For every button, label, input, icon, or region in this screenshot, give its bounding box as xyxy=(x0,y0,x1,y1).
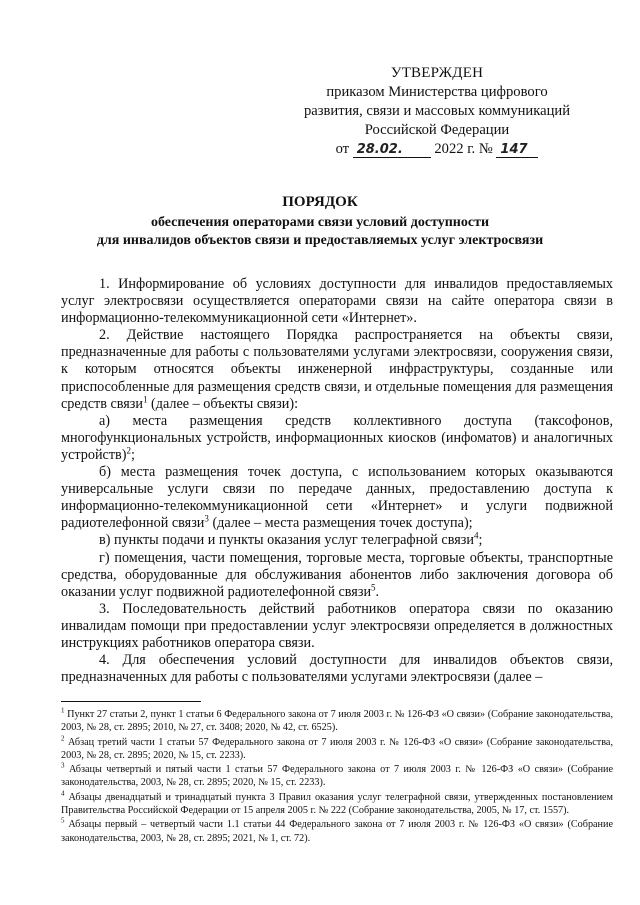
paragraph-2v xyxy=(61,532,613,549)
footnote-1 xyxy=(61,708,613,735)
paragraph-2g xyxy=(61,550,613,601)
footnote-ref-4[interactable]: 4 xyxy=(473,530,479,541)
document-title xyxy=(40,193,600,250)
paragraph-2-text: 2. Действие настоящего Порядка распространяется на объекты связи, предназначенные для работы с пользователями услугами электросвязи, сооружения связи, к которым относятся объекты инженерной инфраструктуры, созданные или приспособленные для размещения средств связи, и отдельные помещения для размещения средств связи xyxy=(61,327,613,412)
footnote-marker: 3 xyxy=(61,761,65,770)
paragraph-2v-tail: ; xyxy=(478,532,483,549)
footnote-3 xyxy=(61,763,613,790)
footnote-text: Пункт 27 статьи 2, пункт 1 статьи 6 Федерального закона от 7 июля 2003 г. № 126-ФЗ «О связи» (Собрание законодательства, 2003, № 28, ст. 2895; 2010, № 27, ст. 3408; 2020, № 42, ст. 6525). xyxy=(61,709,613,734)
footnote-marker: 1 xyxy=(61,706,65,715)
paragraph-3: 3. Последовательность действий работников оператора связи по оказанию инвалидам помощи при предоставлении услуг электросвязи определяется в должностных инструкциях работников оператора связи. xyxy=(61,600,613,651)
approval-line-3: Российской Федерации xyxy=(364,122,510,138)
approval-date-line xyxy=(292,140,582,159)
paragraph-1: 1. Информирование об условиях доступности для инвалидов предоставляемых услуг электросвязи осуществляется операторами связи на сайте оператора связи в информационно-телекоммуникационной сети «Интернет». xyxy=(61,276,613,327)
footnote-marker: 4 xyxy=(61,789,65,798)
paragraph-2b-tail: (далее – места размещения точек доступа); xyxy=(208,515,473,532)
footnotes xyxy=(61,708,613,846)
footnote-ref-1[interactable]: 1 xyxy=(143,393,148,404)
footnote-text: Абзацы первый – четвертый части 1.1 статьи 44 Федерального закона от 7 июля 2003 г. № 126-ФЗ «О связи» (Собрание законодательства, 2003, № 28, ст. 2895; 2021, № 1, ст. 72). xyxy=(61,819,613,844)
approval-line-1: приказом Министерства цифрового xyxy=(326,84,548,100)
paragraph-2 xyxy=(61,327,613,412)
paragraph-2b-text: б) места размещения точек доступа, с использованием которых оказываются универсальные услуги связи по передаче данных, предоставлению доступа к информационно-телекоммуникационной сети «Интернет» и услуги подвижной радиотелефонной связи xyxy=(61,464,613,532)
footnote-ref-3[interactable]: 3 xyxy=(204,513,209,524)
paragraph-2a xyxy=(61,413,613,464)
footnote-2 xyxy=(61,736,613,763)
footnote-ref-2[interactable]: 2 xyxy=(126,445,131,456)
approval-from: от xyxy=(335,141,350,157)
paragraph-2b xyxy=(61,464,613,532)
approval-year-number: 2022 г. № xyxy=(434,141,493,157)
footnote-5 xyxy=(61,818,613,845)
footnote-separator xyxy=(61,701,201,702)
document-body xyxy=(61,276,613,686)
paragraph-4: 4. Для обеспечения условий доступности для инвалидов объектов связи, предназначенных для работы с пользователями услугами электросвязи (далее – xyxy=(61,652,613,686)
title-main: ПОРЯДОК xyxy=(282,194,358,210)
approval-heading: УТВЕРЖДЕН xyxy=(390,65,484,81)
footnote-text: Абзацы четвертый и пятый части 1 статьи 57 Федерального закона от 7 июля 2003 г. № 126-ФЗ «О связи» (Собрание законодательства, 2003, № 28, ст. 2895; 2020, № 15, ст. 2233). xyxy=(61,764,613,789)
paragraph-2g-text: г) помещения, части помещения, торговые места, торговые объекты, транспортные средства, оборудованные для обслуживания абонентов либо заключения договора об оказании услуг подвижной радиотелефонной связи xyxy=(61,549,613,600)
footnote-text: Абзац третий части 1 статьи 57 Федерального закона от 7 июля 2003 г. № 126-ФЗ «О связи» (Собрание законодательства, 2003, № 28, ст. 2895; 2020, № 15, ст. 2233). xyxy=(61,736,613,761)
footnote-marker: 2 xyxy=(61,734,65,743)
approval-number-handwritten: 147 xyxy=(496,143,538,158)
footnote-4 xyxy=(61,791,613,818)
approval-line-2: развития, связи и массовых коммуникаций xyxy=(303,103,571,119)
paragraph-2a-text: а) места размещения средств коллективного доступа (таксофонов, многофункциональных устройств, информационных киосков (инфоматов) и аналогичных устройств) xyxy=(61,412,613,463)
paragraph-2-tail: (далее – объекты связи): xyxy=(147,395,299,412)
paragraph-2g-tail: . xyxy=(375,583,380,600)
footnote-ref-5[interactable]: 5 xyxy=(371,581,376,592)
footnote-text: Абзацы двенадцатый и тринадцатый пункта 3 Правил оказания услуг телеграфной связи, утвержденных постановлением Правительства Российской Федерации от 15 апреля 2005 г. № 222 (Собрание законодательства, 2005, № 17, ст. 1557). xyxy=(61,791,613,817)
paragraph-2v-text: в) пункты подачи и пункты оказания услуг телеграфной связи xyxy=(99,532,474,549)
paragraph-2a-tail: ; xyxy=(130,446,135,463)
title-line-2: для инвалидов объектов связи и предоставляемых услуг электросвязи xyxy=(96,233,544,248)
footnote-marker: 5 xyxy=(61,816,65,825)
title-line-1: обеспечения операторами связи условий доступности xyxy=(150,215,490,230)
approval-block xyxy=(292,64,582,159)
approval-date-handwritten: 28.02. xyxy=(353,143,431,158)
